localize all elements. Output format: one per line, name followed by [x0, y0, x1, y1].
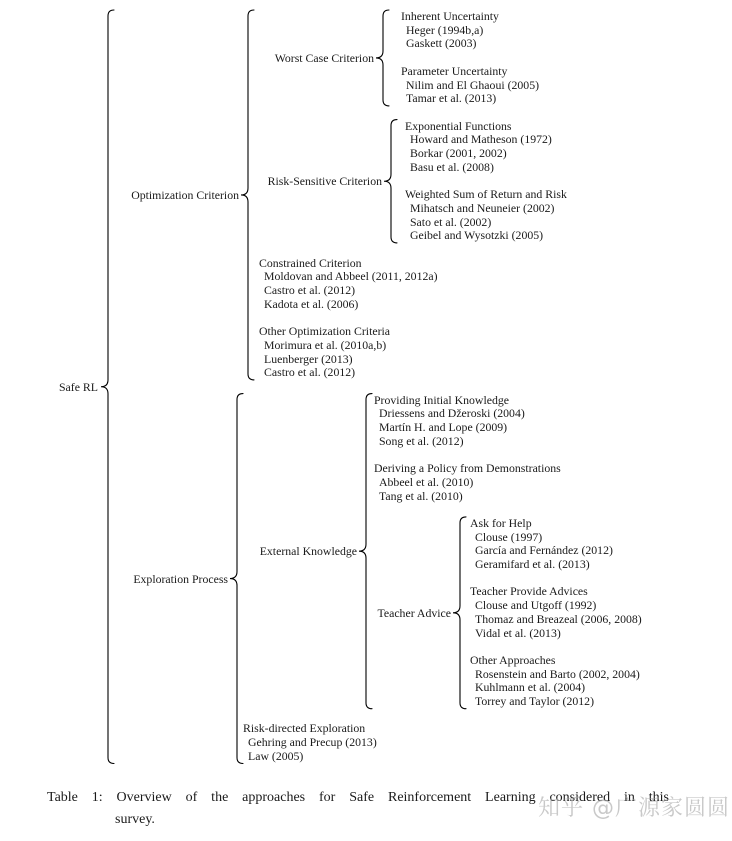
deriving-policy-from-demonstrations-citation: Abbeel et al. (2010): [379, 474, 474, 489]
other-approaches-citation: Rosenstein and Barto (2002, 2004): [475, 666, 640, 681]
zhihu-watermark: 知乎 @广源家圆圆: [538, 796, 730, 821]
other-approaches-header: Other Approaches: [470, 652, 556, 667]
exponential-functions-citation: Borkar (2001, 2002): [410, 146, 507, 160]
group-inherent-uncertainty: [401, 10, 499, 51]
other-optimization-criteria-header: Other Optimization Criteria: [259, 324, 391, 339]
constrained-criterion-citation: Castro et al. (2012): [264, 283, 356, 297]
providing-initial-knowledge-citation: Song et al. (2012): [379, 433, 464, 448]
exponential-functions-citation: Basu et al. (2008): [410, 159, 494, 174]
parameter-uncertainty-citation: Tamar et al. (2013): [406, 91, 497, 106]
constrained-criterion-citation: Moldovan and Abbeel (2011, 2012a): [264, 269, 438, 284]
group-exponential-functions: [405, 120, 552, 175]
weighted-sum-return-risk-citation: Mihatsch and Neuneier (2002): [410, 200, 555, 215]
group-other-optimization-criteria: [259, 325, 390, 380]
branch-label-risk-sensitive-criterion: Risk-Sensitive Criterion: [267, 174, 382, 189]
providing-initial-knowledge-citation: Driessens and Džeroski (2004): [379, 406, 525, 421]
branch-label-teacher-advice: Teacher Advice: [377, 605, 451, 620]
ask-for-help-citation: Geramifard et al. (2013): [475, 557, 590, 571]
deriving-policy-from-demonstrations-citation: Tang et al. (2010): [379, 488, 463, 503]
other-approaches-citation: Kuhlmann et al. (2004): [475, 680, 586, 695]
branch-label-optimization-criterion: Optimization Criterion: [131, 187, 239, 202]
inherent-uncertainty-citation: Heger (1994b,a): [406, 22, 484, 37]
group-teacher-provide-advices: [470, 585, 642, 640]
teacher-provide-advices-citation: Thomaz and Breazeal (2006, 2008): [475, 611, 642, 626]
other-approaches-citation: Torrey and Taylor (2012): [475, 694, 595, 708]
parameter-uncertainty-citation: Nilim and El Ghaoui (2005): [406, 77, 540, 92]
group-weighted-sum-return-risk: [405, 188, 567, 243]
teacher-provide-advices-header: Teacher Provide Advices: [470, 584, 588, 599]
inherent-uncertainty-header: Inherent Uncertainty: [401, 9, 499, 23]
ask-for-help-header: Ask for Help: [470, 515, 532, 530]
teacher-provide-advices-citation: Clouse and Utgoff (1992): [475, 598, 597, 613]
other-optimization-criteria-citation: Morimura et al. (2010a,b): [264, 337, 387, 352]
group-providing-initial-knowledge: [374, 394, 525, 449]
branch-label-worst-case-criterion: Worst Case Criterion: [274, 50, 374, 65]
group-other-approaches: [470, 654, 640, 709]
risk-directed-exploration-citation: Law (2005): [248, 748, 304, 763]
providing-initial-knowledge-citation: Martín H. and Lope (2009): [379, 420, 508, 434]
deriving-policy-from-demonstrations-header: Deriving a Policy from Demonstrations: [374, 461, 561, 476]
group-deriving-policy-from-demonstrations: [374, 462, 561, 503]
providing-initial-knowledge-header: Providing Initial Knowledge: [374, 392, 509, 407]
table-caption-line2: survey.: [115, 812, 155, 827]
group-parameter-uncertainty: [401, 65, 539, 106]
weighted-sum-return-risk-citation: Geibel and Wysotzki (2005): [410, 228, 544, 243]
constrained-criterion-citation: Kadota et al. (2006): [264, 296, 359, 311]
inherent-uncertainty-citation: Gaskett (2003): [406, 36, 477, 51]
parameter-uncertainty-header: Parameter Uncertainty: [401, 63, 508, 78]
weighted-sum-return-risk-citation: Sato et al. (2002): [410, 214, 492, 229]
branch-label-external-knowledge: External Knowledge: [259, 544, 357, 559]
ask-for-help-citation: García and Fernández (2012): [475, 543, 613, 558]
other-optimization-criteria-citation: Luenberger (2013): [264, 351, 353, 366]
exponential-functions-citation: Howard and Matheson (1972): [410, 132, 552, 147]
exponential-functions-header: Exponential Functions: [405, 118, 512, 133]
group-risk-directed-exploration: [243, 722, 377, 763]
constrained-criterion-header: Constrained Criterion: [259, 255, 362, 270]
group-constrained-criterion: [259, 257, 438, 312]
table-caption-line1: Table 1: Overview of the approaches for Safe Reinforcement Learning considered in this: [47, 790, 669, 805]
other-optimization-criteria-citation: Castro et al. (2012): [264, 365, 356, 380]
risk-directed-exploration-citation: Gehring and Precup (2013): [248, 735, 377, 750]
risk-directed-exploration-header: Risk-directed Exploration: [243, 721, 366, 736]
teacher-provide-advices-citation: Vidal et al. (2013): [475, 625, 561, 640]
group-ask-for-help: [470, 517, 613, 572]
branch-label-exploration-process: Exploration Process: [133, 571, 228, 586]
branch-label-safe-rl: Safe RL: [59, 379, 98, 394]
ask-for-help-citation: Clouse (1997): [475, 529, 543, 544]
weighted-sum-return-risk-header: Weighted Sum of Return and Risk: [405, 187, 567, 202]
